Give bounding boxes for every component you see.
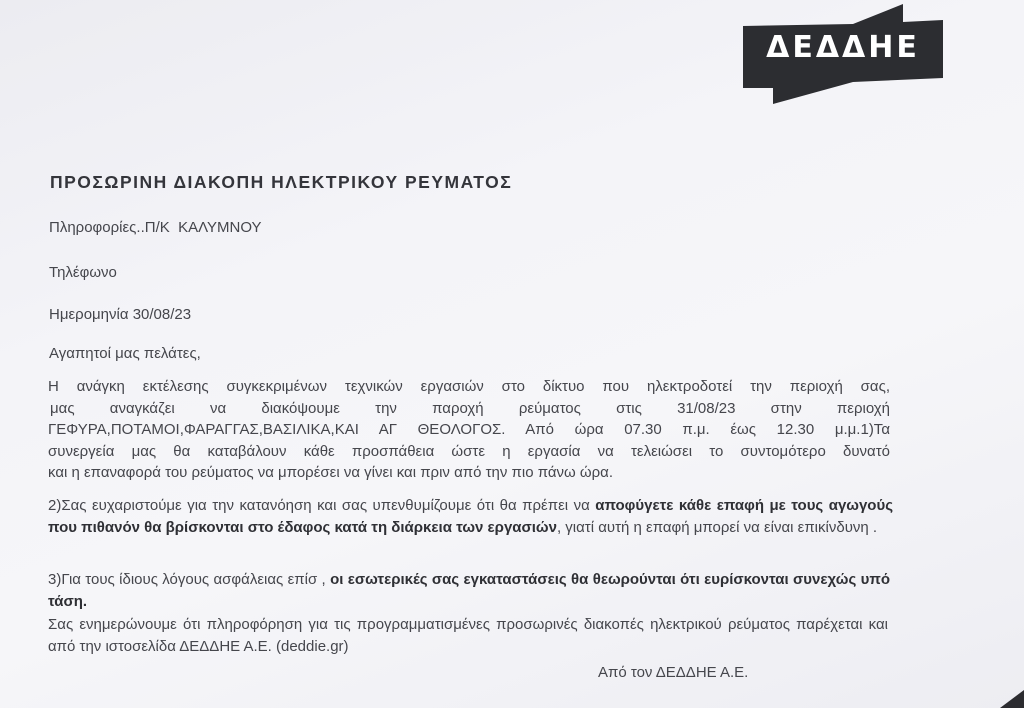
paragraph-4: Σας ενημερώνουμε ότι πληροφόρηση για τις προγραμματισμένες προσωρινές διακοπές ηλεκτρικού ρεύματος παρέχεται και από την ιστοσελίδα ΔΕΔΔΗΕ Α.Ε. (deddie.gr) (48, 616, 888, 655)
paragraph-2-warning: αποφύγετε κάθε επαφή με τους αγωγούς που πιθανόν θα βρίσκονται στο έδαφος κατά τη διάρκεια των εργασιών (48, 497, 893, 536)
logo-text: ΔΕΔΔΗΕ (766, 30, 920, 65)
greeting: Αγαπητοί μας πελάτες, (49, 345, 201, 362)
paragraph-1 (48, 376, 890, 484)
phone-label: Τηλέφωνο (49, 264, 117, 281)
corner-shadow (1000, 690, 1024, 708)
paragraph-2-text: 2)Σας ευχαριστούμε για την κατανόηση και σας υπενθυμίζουμε ότι θα πρέπει να (48, 497, 596, 514)
paragraph-1-line: ΓΕΦΥΡΑ,ΠΟΤΑΜΟΙ,ΦΑΡΑΓΓΑΣ,ΒΑΣΙΛΙΚΑ,ΚΑΙ ΑΓ ΘΕΟΛΟΓΟΣ. Από ώρα 07.30 π.μ. έως 12.30 μ.μ.1)Τα (48, 421, 890, 438)
signature: Από τον ΔΕΔΔΗΕ Α.Ε. (598, 664, 749, 681)
paragraph-3-warning: οι εσωτερικές σας εγκαταστάσεις θα θεωρούνται ότι ευρίσκονται συνεχώς υπό τάση. (48, 571, 890, 610)
paragraph-2-tail: , γιατί αυτή η επαφή μπορεί να είναι επικίνδυνη . (556, 518, 878, 536)
info-line: Πληροφορίες..Π/Κ ΚΑΛΥΜΝΟΥ (49, 219, 262, 236)
deddie-logo (743, 4, 943, 104)
paragraph-1-line: μας αναγκάζει να διακόψουμε την παροχή ρεύματος στις 31/08/23 στην περιοχή (50, 399, 890, 417)
paragraph-3-text: 3)Για τους ίδιους λόγους ασφάλειας επίσ , (48, 571, 331, 588)
paragraph-1-line: Η ανάγκη εκτέλεσης συγκεκριμένων τεχνικών εργασιών στο δίκτυο που ηλεκτροδοτεί την περιοχή σας, (48, 378, 890, 395)
paragraph-3 (48, 569, 890, 612)
date-line: Ημερομηνία 30/08/23 (49, 306, 192, 323)
paragraph-1-line: και η επαναφορά του ρεύματος να μπορέσει να γίνει και πριν από την πιο πάνω ώρα. (48, 464, 614, 481)
paragraph-1-line: συνεργεία μας θα καταβάλουν κάθε προσπάθεια ώστε η εργασία να τελειώσει το συντομότερο δυνατό (48, 442, 890, 460)
notice-title: ΠΡΟΣΩΡΙΝΗ ΔΙΑΚΟΠΗ ΗΛΕΚΤΡΙΚΟΥ ΡΕΥΜΑΤΟΣ (50, 172, 513, 192)
paragraph-2 (48, 495, 893, 538)
